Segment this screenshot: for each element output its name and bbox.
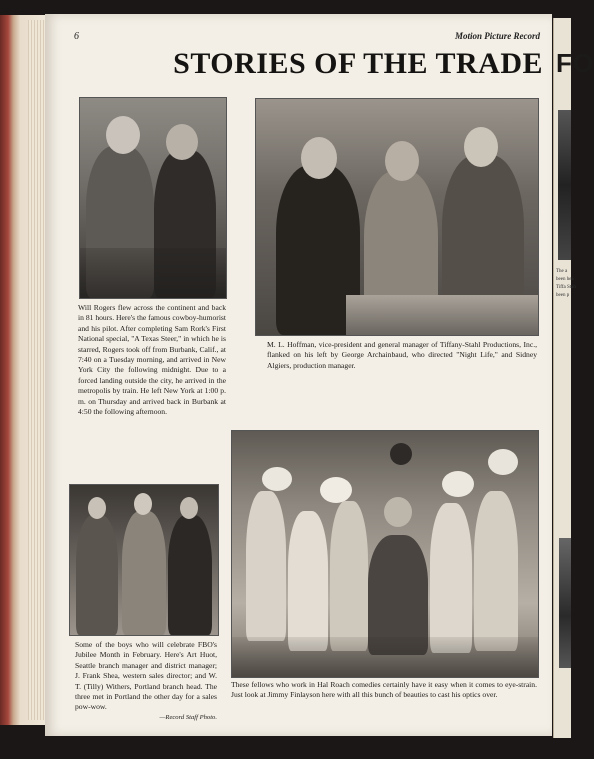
figure-shea-head xyxy=(134,493,152,515)
figure-beauty-1 xyxy=(246,491,286,641)
photo-hoffman xyxy=(255,98,539,336)
caption-will-rogers: Will Rogers flew across the continent and back in 81 hours. Here's the famous cowboy-humorist and his pilot. After completing Sam Rork's First National special, "A Texas Steer," in which he is starred, Rogers took off from Burbank, Calif., at 7:40 on a Tuesday morning, and arrived in New York City the following midnight. Due to a forced landing outside the city, he arrived in the metropolis by train. He left New York at 1:00 p. m. on Thursday and arrived back in Burbank at 4:50 the following afternoon. xyxy=(78,303,226,417)
figure-hoffman-head xyxy=(301,137,337,179)
facing-page-edge xyxy=(553,18,594,738)
facing-page-title: FO xyxy=(556,48,594,78)
hat-2 xyxy=(320,477,352,503)
figure-rogers-head xyxy=(106,116,140,154)
figure-beauty-5 xyxy=(474,491,518,651)
figure-shea xyxy=(122,511,166,635)
hat-5 xyxy=(488,449,518,475)
figure-algiers-head xyxy=(464,127,498,167)
caption-hal-roach: These fellows who work in Hal Roach comedies certainly have it easy when it comes to eye-strain. Just look at Jimmy Finlayson here with all this bunch of beauties to cast his optics over. xyxy=(231,680,537,700)
magazine-page xyxy=(45,14,552,736)
photo-will-rogers xyxy=(79,97,227,299)
facing-page-text-2: been hea xyxy=(556,277,574,282)
page-number: 6 xyxy=(74,31,79,42)
caption-hoffman: M. L. Hoffman, vice-president and general manager of Tiffany-Stahl Productions, Inc., flanked on his left by George Archainbaud, who directed "Night Life," and Sidney Algiers, production manager. xyxy=(267,340,537,370)
figure-beauty-3 xyxy=(330,501,368,651)
facing-page-text-4: been p xyxy=(556,293,570,298)
figure-beauty-4 xyxy=(430,503,472,653)
page-title: STORIES OF THE TRADE xyxy=(173,47,543,80)
figure-beauty-2 xyxy=(288,511,328,651)
figure-huot xyxy=(76,515,118,635)
photo-fbo-men xyxy=(69,484,219,636)
photo-credit: —Record Staff Photo. xyxy=(159,713,217,721)
figure-huot-head xyxy=(88,497,106,519)
hat-3 xyxy=(390,443,412,465)
facing-page-photo xyxy=(558,110,571,260)
caption-fbo xyxy=(75,640,217,723)
photo-hal-roach xyxy=(231,430,539,678)
hat-4 xyxy=(442,471,474,497)
facing-page-text-3: Tiffa Stah xyxy=(556,285,576,290)
figure-withers xyxy=(168,515,212,635)
facing-page-photo-2 xyxy=(559,538,571,668)
figure-pilot-head xyxy=(166,124,198,160)
ground-shadow xyxy=(232,637,538,677)
figure-finlayson-head xyxy=(384,497,412,527)
figure-archainbaud-head xyxy=(385,141,419,181)
hat-1 xyxy=(262,467,292,491)
airplane-wing xyxy=(80,248,226,298)
table-foreground xyxy=(346,295,538,335)
facing-page-text-1: The a xyxy=(556,269,568,274)
figure-withers-head xyxy=(180,497,198,519)
running-head: Motion Picture Record xyxy=(455,31,540,41)
page-edges xyxy=(28,20,44,720)
caption-fbo-text: Some of the boys who will celebrate FBO's Jubilee Month in February. Here's Art Huot, Seattle branch manager and district manager; J. Frank Shea, western sales director; and W. T. (Tilly) Withers, Portland branch head. The three met in Portland the other day for a sales pow-wow. xyxy=(75,640,217,712)
